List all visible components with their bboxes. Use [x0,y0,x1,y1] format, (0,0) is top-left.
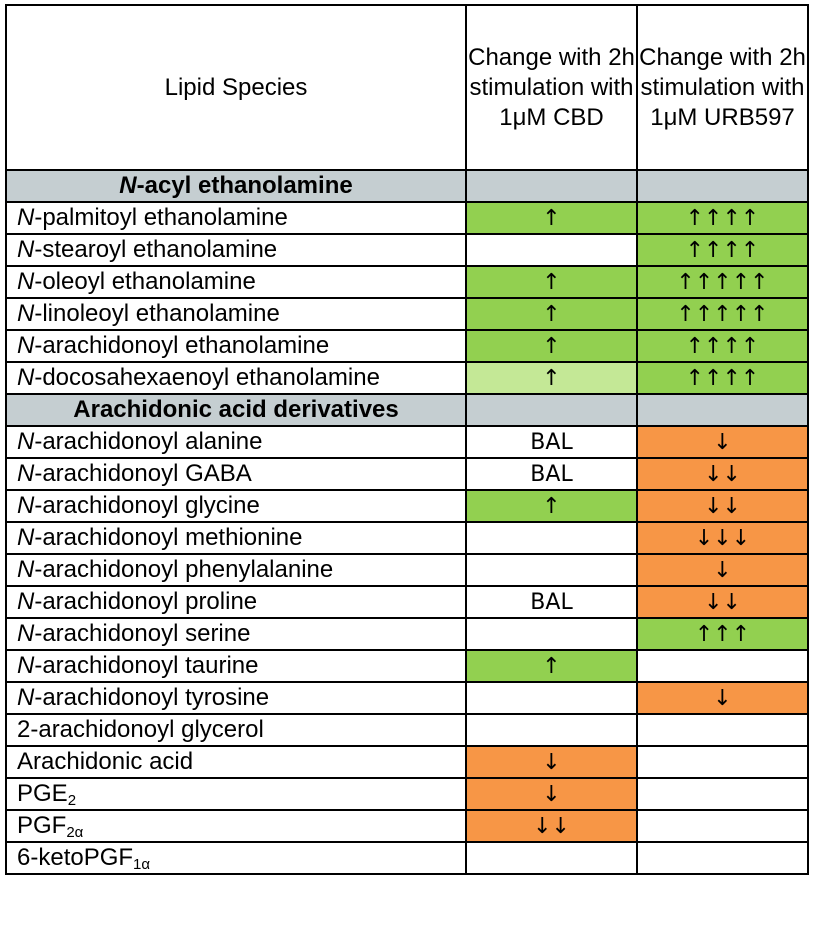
lipid-name-subscript: 1α [133,856,151,873]
lipid-name: 6-ketoPGF [17,844,134,871]
cbd-change-value: BAL [530,461,573,487]
lipid-name: -arachidonoyl tyrosine [34,684,270,711]
table-row [6,202,808,234]
cbd-change-value: ↑ [542,302,561,327]
urb597-change-cell [637,234,808,266]
table-row [6,554,808,586]
urb597-change-value: ↑↑↑↑ [685,366,760,391]
cbd-change-cell [466,266,637,298]
urb597-change-value: ↑↑↑↑↑ [676,270,769,295]
table-row [6,714,808,746]
section-title-text: -acyl ethanolamine [136,172,353,199]
urb597-change-value: ↑↑↑↑ [685,334,760,359]
lipid-name: PGF [17,812,67,839]
cbd-change-value: ↓ [542,782,561,807]
urb597-change-value: ↑↑↑↑↑ [676,302,769,327]
lipid-name-cell [6,842,466,874]
urb597-change-value: ↓↓ [704,462,741,487]
table-row [6,650,808,682]
table-row [6,810,808,842]
urb597-change-cell [637,202,808,234]
lipid-name-prefix: N [17,684,35,711]
lipid-name-subscript: 2α [66,824,84,841]
cbd-change-cell [466,810,637,842]
cbd-change-cell [466,522,637,554]
lipid-name-prefix: N [17,620,35,647]
lipid-name-cell [6,714,466,746]
urb597-change-cell [637,522,808,554]
table-row [6,842,808,874]
cbd-change-cell [466,586,637,618]
lipid-name: 2-arachidonoyl glycerol [17,716,264,743]
lipid-name: -oleoyl ethanolamine [34,268,256,295]
urb597-change-cell [637,778,808,810]
lipid-name-cell [6,234,466,266]
header-urb597-change: Change with 2h stimulation with 1μM URB597 [637,5,808,170]
lipid-name-cell [6,522,466,554]
cbd-change-value: ↑ [542,494,561,519]
lipid-name: -linoleoyl ethanolamine [34,300,280,327]
section-cbd-cell [466,394,637,426]
cbd-change-value: ↑ [542,270,561,295]
cbd-change-cell [466,458,637,490]
lipid-name-prefix: N [17,236,35,263]
section-title-prefix: N [119,172,137,199]
urb597-change-cell [637,458,808,490]
lipid-name: -arachidonoyl phenylalanine [34,556,334,583]
lipid-name: -arachidonoyl taurine [34,652,259,679]
cbd-change-cell [466,714,637,746]
lipid-name-cell [6,810,466,842]
urb597-change-cell [637,746,808,778]
cbd-change-cell [466,554,637,586]
lipid-name-prefix: N [17,524,35,551]
section-urb597-cell [637,394,808,426]
table-row [6,234,808,266]
lipid-name-prefix: N [17,332,35,359]
lipid-name-prefix: N [17,428,35,455]
header-lipid-species: Lipid Species [6,5,466,170]
lipid-name-cell [6,426,466,458]
urb597-change-value: ↑↑↑↑ [685,238,760,263]
urb597-change-cell [637,650,808,682]
lipid-name-prefix: N [17,460,35,487]
section-title [6,170,466,202]
urb597-change-cell [637,362,808,394]
urb597-change-cell [637,554,808,586]
urb597-change-value: ↓↓↓ [694,526,751,551]
table-row [6,362,808,394]
lipid-name: -arachidonoyl alanine [34,428,263,455]
lipid-name: -arachidonoyl serine [34,620,251,647]
cbd-change-value: ↑ [542,654,561,679]
section-title-text: Arachidonic acid derivatives [73,396,399,423]
urb597-change-cell [637,682,808,714]
lipid-name: -palmitoyl ethanolamine [34,204,288,231]
cbd-change-value: ↑ [542,206,561,231]
urb597-change-value: ↑↑↑ [694,622,751,647]
cbd-change-cell [466,426,637,458]
table-row [6,586,808,618]
header-cbd-change: Change with 2h stimulation with 1μM CBD [466,5,637,170]
urb597-change-value: ↓ [713,430,732,455]
lipid-name-cell [6,266,466,298]
lipid-name-cell [6,778,466,810]
cbd-change-value: ↑ [542,366,561,391]
lipid-name: -stearoyl ethanolamine [34,236,278,263]
lipid-name: -arachidonoyl methionine [34,524,303,551]
cbd-change-cell [466,746,637,778]
urb597-change-value: ↓ [713,686,732,711]
urb597-change-cell [637,586,808,618]
lipid-name: -arachidonoyl proline [34,588,258,615]
lipid-name-cell [6,650,466,682]
lipid-name-prefix: N [17,652,35,679]
urb597-change-cell [637,298,808,330]
table-row [6,746,808,778]
lipid-name-cell [6,298,466,330]
lipid-name-prefix: N [17,268,35,295]
cbd-change-value: ↑ [542,334,561,359]
cbd-change-value: ↓ [542,750,561,775]
table-row [6,490,808,522]
lipid-name-subscript: 2 [67,792,77,809]
urb597-change-value: ↑↑↑↑ [685,206,760,231]
lipid-table-container [5,4,809,875]
lipid-name-cell [6,554,466,586]
section-title [6,394,466,426]
lipid-name: -arachidonoyl glycine [34,492,260,519]
cbd-change-cell [466,330,637,362]
table-row [6,522,808,554]
urb597-change-cell [637,842,808,874]
section-cbd-cell [466,170,637,202]
lipid-name-cell [6,746,466,778]
section-header-row [6,394,808,426]
section-urb597-cell [637,170,808,202]
cbd-change-value: BAL [530,589,573,615]
cbd-change-cell [466,234,637,266]
lipid-name-cell [6,362,466,394]
table-row [6,778,808,810]
cbd-change-cell [466,202,637,234]
cbd-change-cell [466,362,637,394]
urb597-change-cell [637,490,808,522]
urb597-change-cell [637,714,808,746]
lipid-name-prefix: N [17,492,35,519]
lipid-name-prefix: N [17,588,35,615]
table-row [6,266,808,298]
cbd-change-cell [466,618,637,650]
table-row [6,330,808,362]
lipid-name-cell [6,490,466,522]
urb597-change-cell [637,330,808,362]
lipid-name-cell [6,618,466,650]
lipid-name-cell [6,682,466,714]
section-header-row [6,170,808,202]
table-row [6,618,808,650]
lipid-changes-table [5,4,809,875]
lipid-name: PGE [17,780,68,807]
cbd-change-cell [466,778,637,810]
cbd-change-cell [466,842,637,874]
lipid-name-cell [6,330,466,362]
urb597-change-cell [637,810,808,842]
lipid-name: Arachidonic acid [17,748,194,775]
cbd-change-cell [466,490,637,522]
lipid-name: -arachidonoyl ethanolamine [34,332,330,359]
cbd-change-value: BAL [530,429,573,455]
urb597-change-value: ↓↓ [704,590,741,615]
cbd-change-cell [466,298,637,330]
cbd-change-cell [466,650,637,682]
table-row [6,426,808,458]
urb597-change-cell [637,426,808,458]
cbd-change-value: ↓↓ [533,814,570,839]
lipid-name-cell [6,458,466,490]
table-row [6,458,808,490]
lipid-name-prefix: N [17,556,35,583]
lipid-name-prefix: N [17,300,35,327]
lipid-name-prefix: N [17,204,35,231]
table-row [6,682,808,714]
urb597-change-cell [637,266,808,298]
lipid-name-prefix: N [17,364,35,391]
header-row [6,5,808,170]
lipid-name-cell [6,202,466,234]
lipid-name-cell [6,586,466,618]
table-row [6,298,808,330]
lipid-name: -docosahexaenoyl ethanolamine [34,364,380,391]
lipid-name: -arachidonoyl GABA [34,460,252,487]
urb597-change-value: ↓ [713,558,732,583]
urb597-change-value: ↓↓ [704,494,741,519]
cbd-change-cell [466,682,637,714]
urb597-change-cell [637,618,808,650]
